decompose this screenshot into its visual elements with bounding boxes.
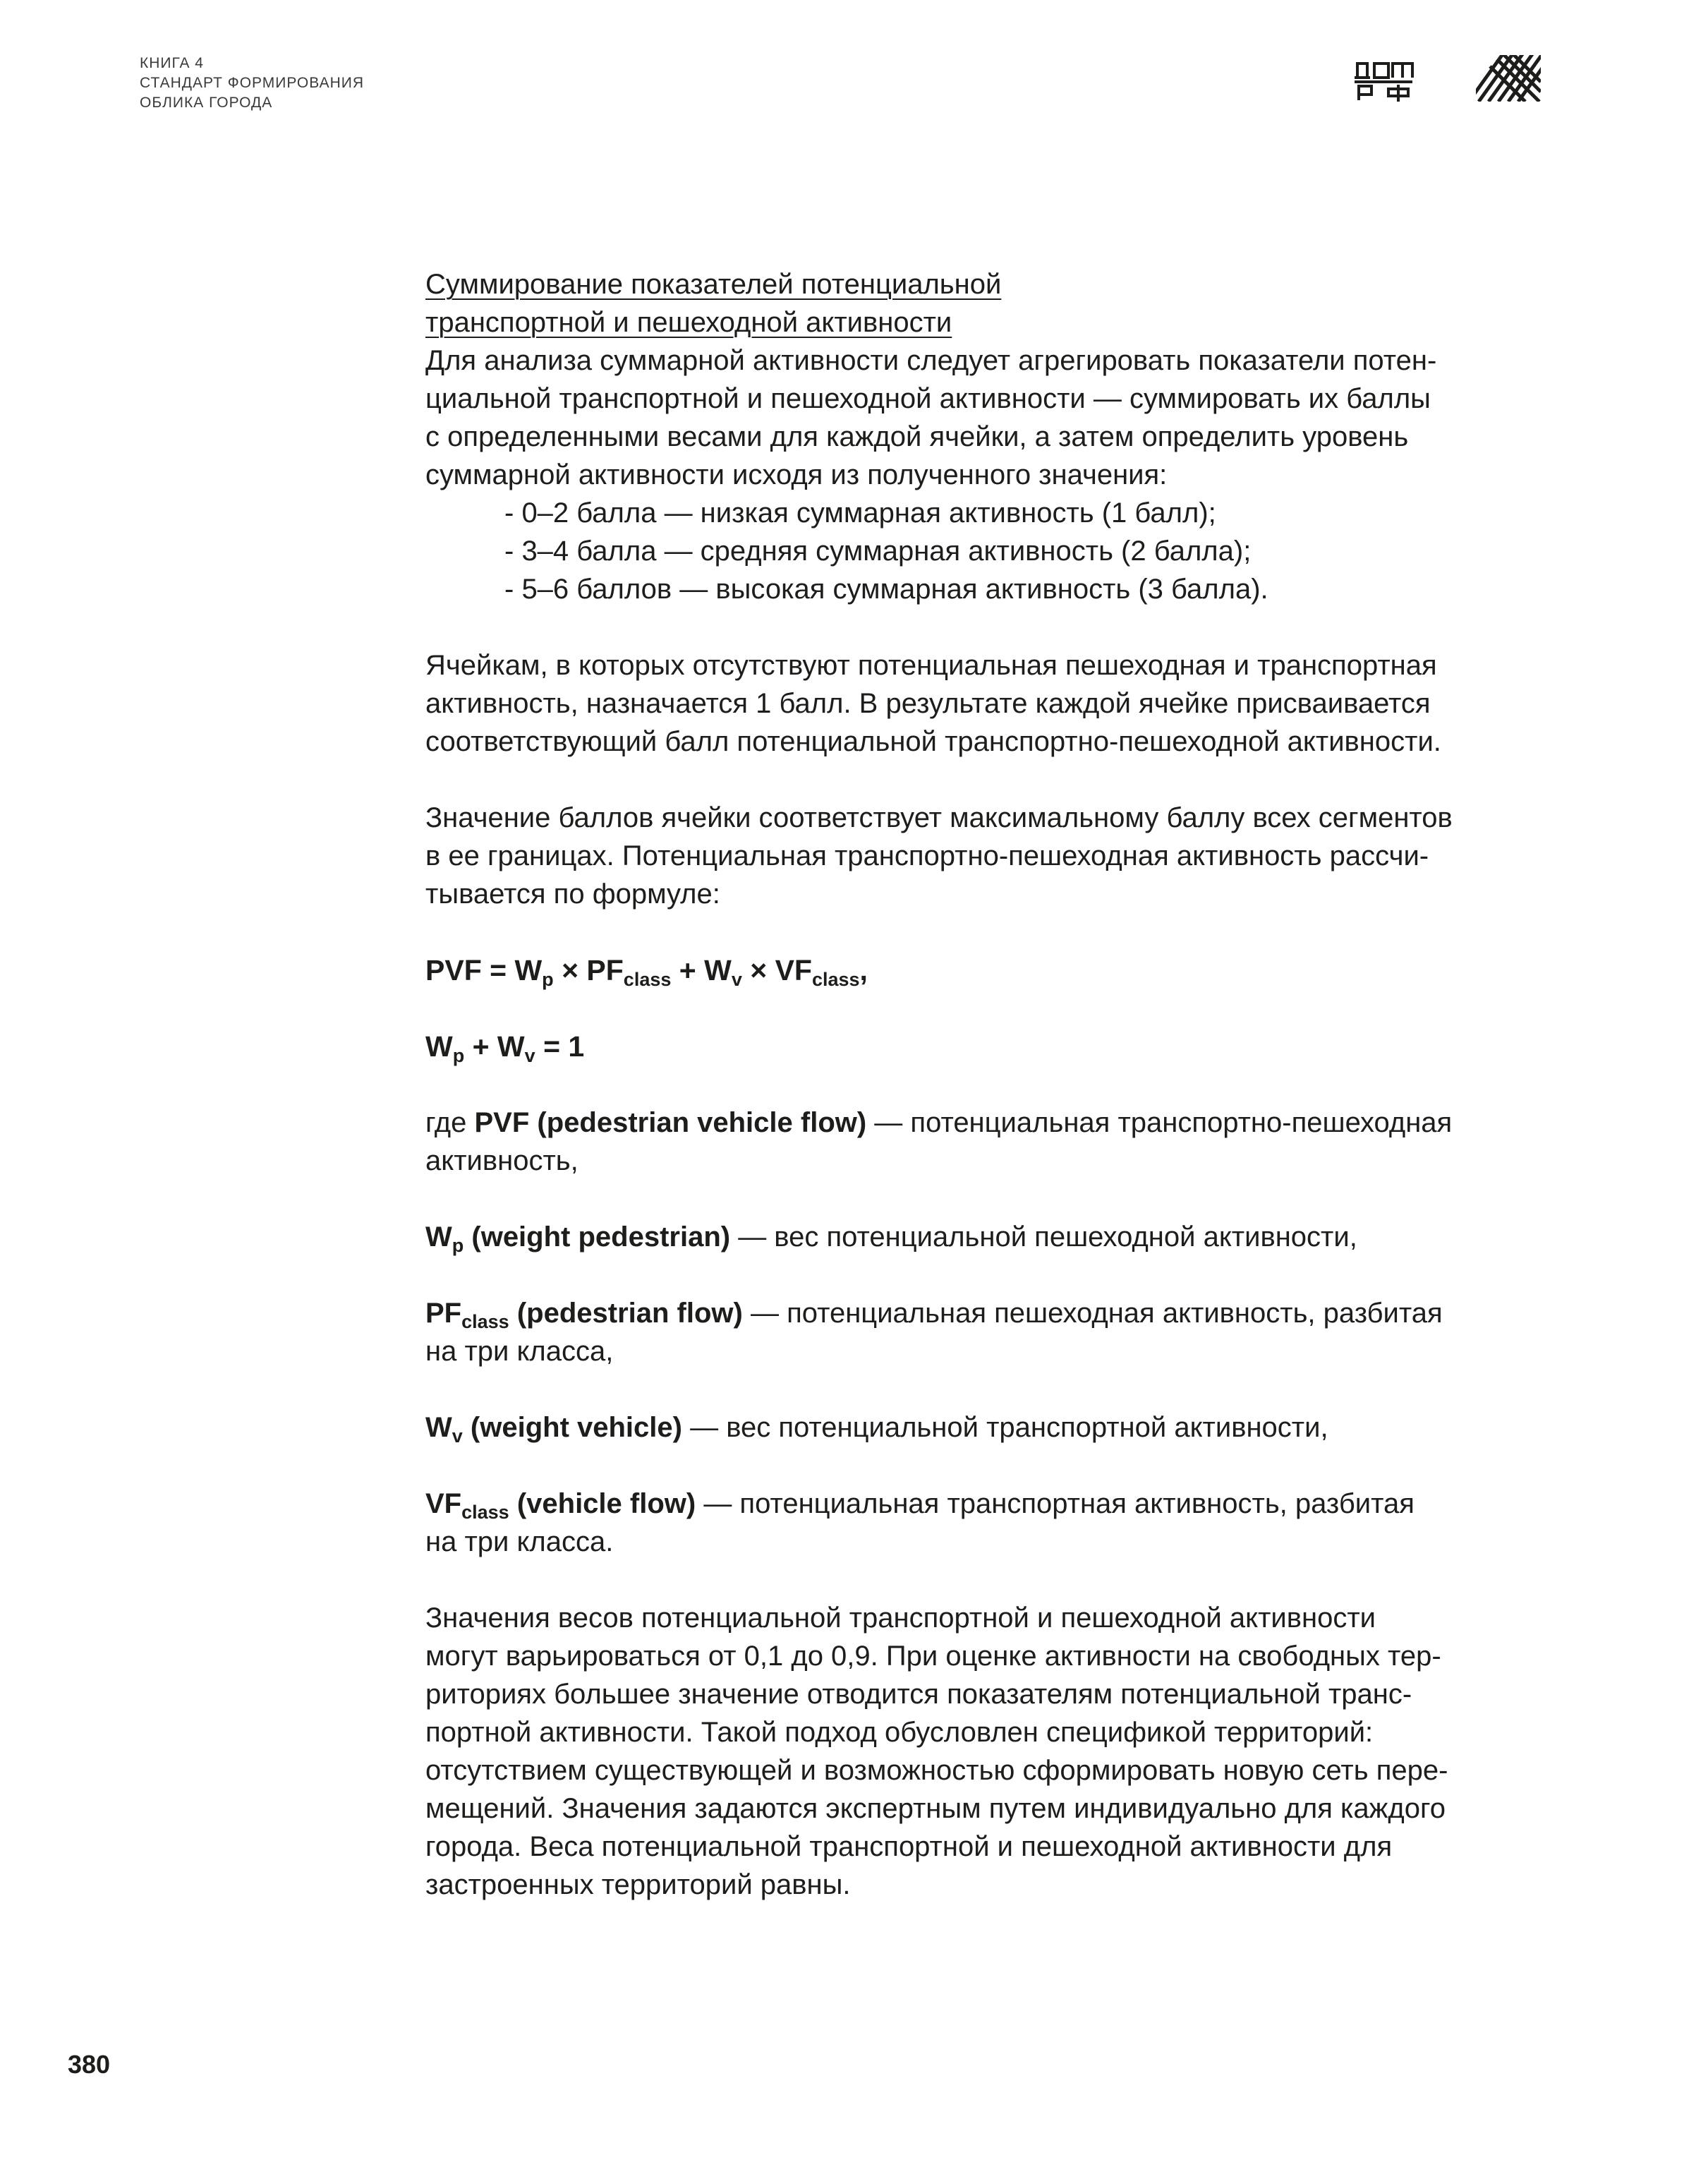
text-line: активность, назначается 1 балл. В результате каждой ячейке присваивается	[425, 688, 1431, 719]
definition-wv	[425, 1408, 1554, 1447]
text-line: риториях большее значение отводится показателям потенциальной транс-	[425, 1679, 1412, 1710]
dom-rf-logo-icon	[1353, 56, 1414, 103]
activity-levels-list	[425, 494, 1554, 608]
text-line: Для анализа суммарной активности следует агрегировать показатели потен-	[425, 345, 1437, 376]
header-line-book: КНИГА 4	[140, 55, 204, 71]
term: W	[425, 1221, 452, 1252]
cells-paragraph	[425, 646, 1554, 761]
definition-wp	[425, 1218, 1554, 1256]
formula-subscript: class	[811, 969, 860, 990]
list-item: - 5–6 баллов — высокая суммарная активность (3 балла).	[504, 570, 1554, 608]
header-line-city: ОБЛИКА ГОРОДА	[140, 95, 273, 111]
pvf-formula	[425, 951, 1554, 989]
page-number: 380	[68, 2050, 111, 2079]
formula-subscript: p	[542, 969, 554, 990]
term: PF	[425, 1298, 462, 1329]
text-line: циальной транспортной и пешеходной активности — суммировать их баллы	[425, 383, 1431, 414]
text-line: в ее границах. Потенциальная транспортно-пешеходная активность рассчи-	[425, 840, 1429, 871]
text-line: с определенными весами для каждой ячейки, а затем определить уровень	[425, 421, 1409, 452]
section-title	[425, 265, 1554, 342]
text-line: отсутствием существующей и возможностью сформировать новую сеть пере-	[425, 1755, 1448, 1786]
text-part: — потенциальная пешеходная активность, разбитая	[742, 1298, 1443, 1329]
term: (weight vehicle)	[462, 1412, 682, 1443]
formula-subscript: v	[524, 1045, 535, 1066]
term-subscript: class	[461, 1502, 509, 1523]
text-line: мещений. Значения задаются экспертным путем индивидуально для каждого	[425, 1793, 1446, 1824]
list-item: - 0–2 балла — низкая суммарная активность (1 балл);	[504, 494, 1554, 532]
text-line: города. Веса потенциальной транспортной и пешеходной активности для	[425, 1831, 1393, 1862]
book-header	[140, 54, 364, 113]
header-line-standard: СТАНДАРТ ФОРМИРОВАНИЯ	[140, 75, 365, 91]
text-line: тывается по формуле:	[425, 879, 720, 910]
formula-part: + W	[464, 1030, 525, 1063]
text-line: Ячейкам, в которых отсутствуют потенциальная пешеходная и транспортная	[425, 650, 1437, 681]
text-part: где	[425, 1107, 475, 1138]
text-line: Значения весов потенциальной транспортной и пешеходной активности	[425, 1602, 1376, 1634]
term-subscript: v	[452, 1425, 463, 1447]
definition-pf	[425, 1294, 1554, 1370]
text-part: на три класса.	[425, 1526, 614, 1557]
term: (pedestrian flow)	[509, 1298, 743, 1329]
text-line: могут варьироваться от 0,1 до 0,9. При оценке активности на свободных тер-	[425, 1641, 1441, 1672]
formula-intro-paragraph	[425, 799, 1554, 913]
weights-paragraph	[425, 1599, 1554, 1904]
formula-part: × VF	[741, 954, 812, 986]
text-line: соответствующий балл потенциальной транспортно-пешеходной активности.	[425, 726, 1441, 757]
definition-pvf	[425, 1104, 1554, 1180]
text-line: суммарной активности исходя из полученного значения:	[425, 459, 1168, 490]
main-content	[425, 265, 1554, 1904]
term-subscript: class	[461, 1311, 509, 1332]
text-part: — вес потенциальной транспортной активности,	[682, 1412, 1328, 1443]
formula-part: = 1	[535, 1030, 585, 1063]
formula-part: ,	[859, 954, 868, 986]
term: PVF (pedestrian vehicle flow)	[474, 1107, 867, 1138]
formula-subscript: v	[731, 969, 742, 990]
definition-vf	[425, 1485, 1554, 1561]
text-line: портной активности. Такой подход обусловлен спецификой территорий:	[425, 1717, 1374, 1748]
section-title-line: Суммирование показателей потенциальной	[425, 269, 1002, 300]
formula-part: × PF	[553, 954, 624, 986]
intro-paragraph	[425, 342, 1554, 494]
formula-part: PVF = W	[425, 954, 543, 986]
text-part: — потенциальная транспортно-пешеходная	[866, 1107, 1453, 1138]
hatched-pattern-logo-icon	[1476, 55, 1541, 102]
text-line: Значение баллов ячейки соответствует максимальному баллу всех сегментов	[425, 802, 1453, 833]
formula-subscript: class	[623, 969, 672, 990]
formula-subscript: p	[452, 1045, 465, 1066]
text-part: на три класса,	[425, 1336, 614, 1367]
weights-sum-formula	[425, 1027, 1554, 1066]
text-part: — потенциальная транспортная активность, разбитая	[696, 1488, 1415, 1519]
text-part: активность,	[425, 1145, 579, 1176]
list-item: - 3–4 балла — средняя суммарная активность (2 балла);	[504, 532, 1554, 570]
term: (vehicle flow)	[509, 1488, 696, 1519]
term-subscript: p	[452, 1235, 464, 1256]
text-line: застроенных территорий равны.	[425, 1869, 851, 1900]
section-title-line: транспортной и пешеходной активности	[425, 307, 952, 338]
formula-part: W	[425, 1030, 453, 1063]
text-part: — вес потенциальной пешеходной активности,	[730, 1221, 1357, 1252]
formula-part: + W	[671, 954, 732, 986]
term: VF	[425, 1488, 462, 1519]
term: W	[425, 1412, 452, 1443]
term: (weight pedestrian)	[464, 1221, 731, 1252]
